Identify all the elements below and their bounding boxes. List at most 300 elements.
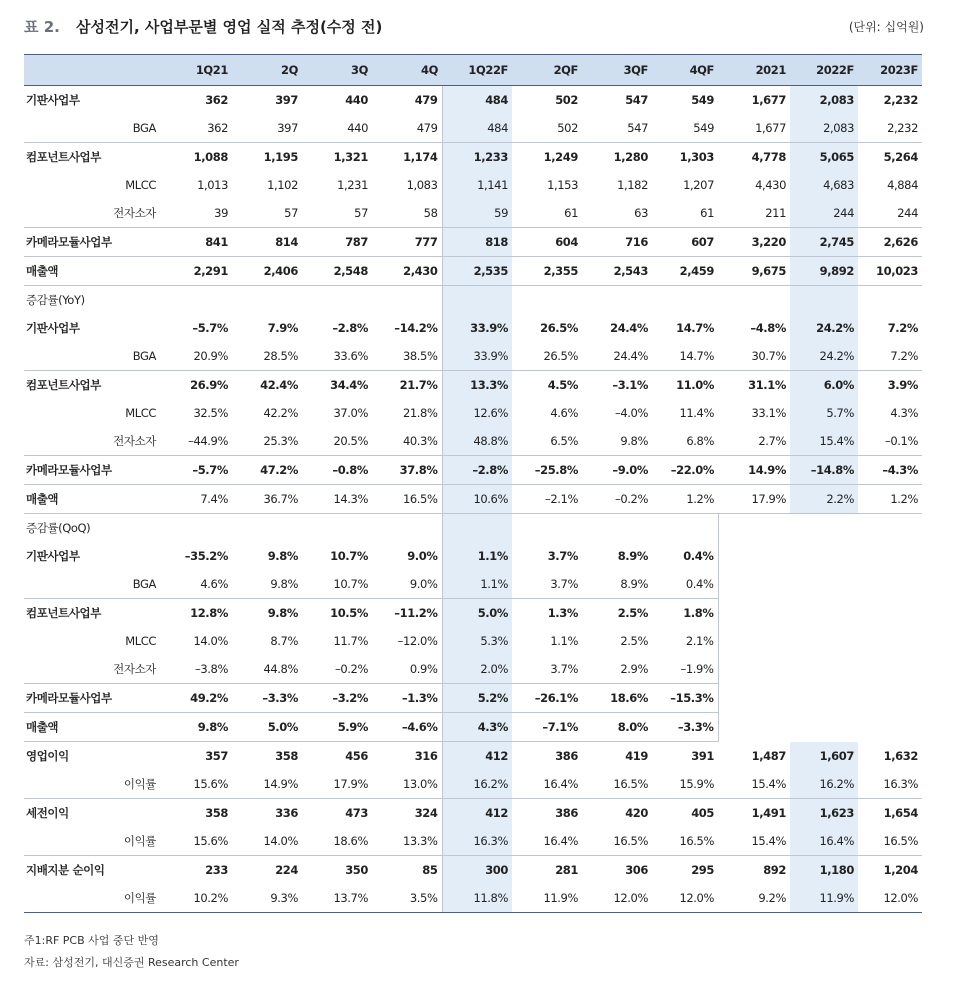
value-cell: 316	[414, 749, 438, 763]
table-row	[24, 228, 922, 257]
row-label: 기판사업부	[26, 549, 80, 563]
value-cell: 7.4%	[162, 485, 232, 514]
value-cell: 8.9%	[617, 549, 648, 563]
value-cell: 456	[345, 749, 368, 763]
value-cell: 4,430	[755, 178, 786, 192]
value-cell	[512, 514, 582, 543]
value-cell: 5.3%	[442, 627, 512, 655]
value-cell: 6.5%	[512, 427, 582, 456]
value-cell: 397	[232, 114, 302, 143]
row-label: 전자소자	[24, 199, 162, 228]
value-cell: 11.0%	[676, 378, 714, 392]
row-label: 이익률	[24, 884, 162, 913]
row-label: 세전이익	[26, 806, 69, 820]
header-col: 2023F	[858, 55, 922, 86]
value-cell: 358	[275, 749, 298, 763]
value-cell: 7.2%	[858, 342, 922, 371]
value-cell: 33.9%	[442, 342, 512, 371]
value-cell: –1.9%	[652, 655, 718, 684]
empty-cell	[858, 570, 922, 599]
value-cell: –5.7%	[192, 321, 228, 335]
value-cell: 1,233	[442, 143, 512, 172]
value-cell: 6.0%	[790, 371, 858, 400]
value-cell: 57	[302, 199, 372, 228]
value-cell: 15.9%	[652, 770, 718, 799]
table-row	[24, 371, 922, 400]
value-cell: 1,180	[790, 856, 858, 885]
value-cell: 1.8%	[683, 606, 714, 620]
value-cell	[652, 514, 718, 543]
table-row	[24, 542, 922, 570]
row-label: 컴포넌트사업부	[26, 150, 101, 164]
value-cell: 15.4%	[718, 770, 790, 799]
value-cell	[512, 286, 582, 315]
value-cell: 5.0%	[442, 599, 512, 628]
value-cell: 1.1%	[442, 570, 512, 599]
value-cell: 211	[718, 199, 790, 228]
row-label: 매출액	[24, 257, 162, 286]
value-cell: 549	[652, 114, 718, 143]
value-cell: 13.0%	[372, 770, 442, 799]
value-cell	[372, 286, 442, 315]
value-cell: 40.3%	[372, 427, 442, 456]
value-cell: 59	[442, 199, 512, 228]
value-cell: 547	[625, 93, 648, 107]
value-cell: 15.4%	[718, 827, 790, 856]
value-cell: 10.7%	[330, 549, 368, 563]
value-cell: 479	[372, 114, 442, 143]
table-row	[24, 514, 922, 543]
value-cell: 16.5%	[372, 485, 442, 514]
value-cell: 2,430	[372, 257, 442, 286]
row-label: 증감률(YoY)	[26, 293, 85, 307]
value-cell: 42.2%	[263, 406, 298, 420]
value-cell: 16.4%	[790, 827, 858, 856]
value-cell: 3,220	[718, 228, 790, 257]
header-col: 2021	[718, 55, 790, 86]
table-row	[24, 485, 922, 514]
value-cell: 4,884	[887, 178, 918, 192]
row-label: 매출액	[24, 713, 162, 742]
value-cell: 2,626	[858, 228, 922, 257]
table-row	[24, 799, 922, 828]
value-cell: 11.4%	[679, 406, 714, 420]
row-label: MLCC	[125, 406, 156, 420]
value-cell: 716	[582, 228, 652, 257]
table-row	[24, 742, 922, 771]
value-cell: 20.5%	[302, 427, 372, 456]
value-cell: 841	[162, 228, 232, 257]
table-row	[24, 655, 922, 684]
value-cell: 14.7%	[676, 321, 714, 335]
value-cell: 33.6%	[302, 342, 372, 371]
value-cell: 358	[205, 806, 228, 820]
value-cell: 281	[555, 863, 578, 877]
value-cell: 324	[414, 806, 438, 820]
empty-cell	[790, 599, 858, 628]
row-label: MLCC	[125, 634, 156, 648]
value-cell: 1,013	[197, 178, 228, 192]
value-cell: 17.9%	[718, 485, 790, 514]
row-label: 카메라모듈사업부	[24, 684, 162, 713]
value-cell: 2,543	[582, 257, 652, 286]
value-cell: 39	[162, 199, 232, 228]
row-label: 이익률	[24, 770, 162, 799]
value-cell: 547	[582, 114, 652, 143]
empty-cell	[790, 713, 858, 742]
value-cell: –12.0%	[397, 634, 438, 648]
value-cell: 7.9%	[267, 321, 298, 335]
value-cell: –2.1%	[512, 485, 582, 514]
value-cell: 28.5%	[232, 342, 302, 371]
table-body	[24, 86, 922, 913]
value-cell: 16.2%	[442, 770, 512, 799]
value-cell: –3.1%	[612, 378, 648, 392]
value-cell: 777	[372, 228, 442, 257]
value-cell: 13.7%	[302, 884, 372, 913]
value-cell: 44.8%	[232, 655, 302, 684]
value-cell: 10.5%	[330, 606, 368, 620]
value-cell: 16.5%	[858, 827, 922, 856]
table-title: 삼성전기, 사업부문별 영업 실적 추정(수정 전)	[76, 18, 383, 36]
value-cell: 26.5%	[512, 342, 582, 371]
table-row	[24, 599, 922, 628]
value-cell: 5.2%	[442, 684, 512, 713]
value-cell: 4.6%	[162, 570, 232, 599]
value-cell: 244	[858, 199, 922, 228]
table-row	[24, 286, 922, 315]
value-cell: –9.0%	[582, 456, 652, 485]
notes	[24, 930, 239, 974]
value-cell: 12.8%	[190, 606, 228, 620]
value-cell	[162, 514, 232, 543]
value-cell: 357	[205, 749, 228, 763]
value-cell: 16.3%	[442, 827, 512, 856]
value-cell: –3.8%	[162, 655, 232, 684]
value-cell: 386	[555, 749, 578, 763]
value-cell: 1,195	[263, 150, 298, 164]
empty-cell	[718, 542, 790, 570]
value-cell: 4.5%	[547, 378, 578, 392]
value-cell: 9,675	[718, 257, 790, 286]
value-cell: 2,548	[302, 257, 372, 286]
empty-cell	[858, 599, 922, 628]
value-cell: 1,654	[883, 806, 918, 820]
value-cell: 1,182	[617, 178, 648, 192]
value-cell: 58	[372, 199, 442, 228]
value-cell	[162, 286, 232, 315]
empty-cell	[790, 684, 858, 713]
value-cell: 1,491	[751, 806, 786, 820]
value-cell: 2,745	[790, 228, 858, 257]
value-cell: 42.4%	[260, 378, 298, 392]
value-cell: –44.9%	[162, 427, 232, 456]
value-cell: 12.0%	[652, 884, 718, 913]
value-cell: 244	[790, 199, 858, 228]
header-col: 2022F	[790, 55, 858, 86]
value-cell: 57	[232, 199, 302, 228]
value-cell: 2,083	[790, 114, 858, 143]
value-cell: 2,291	[162, 257, 232, 286]
empty-cell	[790, 514, 858, 543]
value-cell: 2.1%	[685, 634, 714, 648]
value-cell: 787	[302, 228, 372, 257]
value-cell: –14.2%	[394, 321, 438, 335]
value-cell	[718, 286, 790, 315]
value-cell: 61	[652, 199, 718, 228]
value-cell: 1,141	[442, 171, 512, 199]
value-cell: 362	[162, 114, 232, 143]
row-label: 영업이익	[26, 749, 69, 763]
value-cell: 20.9%	[162, 342, 232, 371]
value-cell: 9,892	[790, 257, 858, 286]
value-cell: –22.0%	[652, 456, 718, 485]
row-label: 이익률	[24, 827, 162, 856]
value-cell: –2.8%	[442, 456, 512, 485]
unit-label: (단위: 십억원)	[848, 20, 924, 34]
value-cell: 0.9%	[372, 655, 442, 684]
value-cell: 16.5%	[582, 827, 652, 856]
value-cell: 9.0%	[372, 570, 442, 599]
value-cell: 336	[275, 806, 298, 820]
empty-cell	[718, 599, 790, 628]
value-cell: 2.0%	[442, 655, 512, 684]
value-cell: 362	[205, 93, 228, 107]
value-cell: 1,153	[547, 178, 578, 192]
value-cell: –0.1%	[858, 427, 922, 456]
value-cell: 37.8%	[372, 456, 442, 485]
table-row	[24, 570, 922, 599]
value-cell: 473	[345, 806, 368, 820]
table-row	[24, 827, 922, 856]
value-cell: 295	[691, 863, 714, 877]
value-cell: 63	[582, 199, 652, 228]
row-label: BGA	[24, 570, 162, 599]
value-cell: 419	[625, 749, 648, 763]
value-cell: –4.3%	[858, 456, 922, 485]
value-cell: 892	[763, 863, 786, 877]
value-cell: 9.8%	[267, 549, 298, 563]
table-row	[24, 342, 922, 371]
value-cell: 1.1%	[550, 634, 578, 648]
value-cell: 14.9%	[718, 456, 790, 485]
value-cell: 2.2%	[790, 485, 858, 514]
value-cell: 5.7%	[790, 399, 858, 427]
value-cell: 2.7%	[718, 427, 790, 456]
value-cell: 1,207	[683, 178, 714, 192]
value-cell	[790, 286, 858, 315]
value-cell: 2,459	[652, 257, 718, 286]
empty-cell	[790, 570, 858, 599]
value-cell	[442, 286, 512, 315]
table-row	[24, 86, 922, 115]
value-cell: 14.0%	[232, 827, 302, 856]
value-cell: 0.4%	[652, 570, 718, 599]
value-cell: –4.8%	[750, 321, 786, 335]
value-cell: 386	[555, 806, 578, 820]
value-cell: 24.4%	[582, 342, 652, 371]
value-cell: –4.0%	[615, 406, 648, 420]
value-cell: 3.7%	[547, 549, 578, 563]
value-cell: 502	[555, 93, 578, 107]
value-cell: 1,231	[337, 178, 368, 192]
value-cell: 33.1%	[751, 406, 786, 420]
value-cell: –0.2%	[302, 655, 372, 684]
value-cell	[442, 514, 512, 543]
value-cell: –1.3%	[372, 684, 442, 713]
table-number: 표 2.	[24, 18, 60, 36]
value-cell: 1,677	[718, 114, 790, 143]
empty-cell	[858, 713, 922, 742]
value-cell	[858, 286, 922, 315]
value-cell: 9.8%	[162, 713, 232, 742]
value-cell: 11.9%	[512, 884, 582, 913]
value-cell: 32.5%	[193, 406, 228, 420]
table-row	[24, 456, 922, 485]
value-cell: 484	[442, 114, 512, 143]
row-label: 컴포넌트사업부	[26, 606, 101, 620]
value-cell: 85	[422, 863, 438, 877]
table-row	[24, 713, 922, 742]
empty-cell	[858, 655, 922, 684]
value-cell: 440	[302, 114, 372, 143]
value-cell	[582, 286, 652, 315]
value-cell: 15.6%	[162, 770, 232, 799]
value-cell: 25.3%	[232, 427, 302, 456]
value-cell: 38.5%	[372, 342, 442, 371]
header-label-cell	[24, 55, 162, 86]
row-label: 기판사업부	[26, 321, 80, 335]
header-col: 1Q22F	[442, 55, 512, 86]
value-cell: 1.1%	[442, 542, 512, 570]
table-row	[24, 257, 922, 286]
value-cell: –7.1%	[512, 713, 582, 742]
value-cell: 484	[442, 86, 512, 115]
value-cell: 5.0%	[232, 713, 302, 742]
value-cell: 350	[345, 863, 368, 877]
value-cell: 8.0%	[582, 713, 652, 742]
value-cell: 18.6%	[582, 684, 652, 713]
value-cell: 397	[275, 93, 298, 107]
value-cell: 24.2%	[790, 314, 858, 342]
value-cell: 16.5%	[652, 827, 718, 856]
value-cell: 16.2%	[790, 770, 858, 799]
table-row	[24, 199, 922, 228]
empty-cell	[718, 655, 790, 684]
row-label: BGA	[24, 114, 162, 143]
empty-cell	[718, 570, 790, 599]
row-label: 전자소자	[24, 655, 162, 684]
header-col: 3Q	[302, 55, 372, 86]
value-cell: 440	[345, 93, 368, 107]
value-cell: 2.5%	[617, 606, 648, 620]
value-cell	[582, 514, 652, 543]
value-cell: 6.8%	[652, 427, 718, 456]
value-cell: 49.2%	[162, 684, 232, 713]
value-cell: 5,065	[790, 143, 858, 172]
value-cell: –26.1%	[512, 684, 582, 713]
value-cell	[652, 286, 718, 315]
empty-cell	[858, 684, 922, 713]
value-cell: 3.9%	[887, 378, 918, 392]
title-row	[24, 12, 924, 42]
row-label: 카메라모듈사업부	[24, 228, 162, 257]
empty-cell	[718, 684, 790, 713]
row-label: 기판사업부	[26, 93, 80, 107]
value-cell: 1,303	[679, 150, 714, 164]
header-col: 4Q	[372, 55, 442, 86]
header-row	[24, 55, 922, 86]
value-cell: 10.2%	[162, 884, 232, 913]
value-cell	[372, 514, 442, 543]
value-cell: –5.7%	[162, 456, 232, 485]
value-cell: 18.6%	[302, 827, 372, 856]
value-cell: 24.2%	[790, 342, 858, 371]
value-cell: 34.4%	[330, 378, 368, 392]
value-cell: 14.0%	[193, 634, 228, 648]
value-cell	[302, 514, 372, 543]
value-cell: 12.0%	[858, 884, 922, 913]
value-cell: 14.9%	[232, 770, 302, 799]
value-cell: 21.7%	[399, 378, 438, 392]
value-cell: 549	[691, 93, 714, 107]
empty-cell	[718, 514, 790, 543]
value-cell: 300	[442, 856, 512, 885]
value-cell: 1,174	[403, 150, 438, 164]
value-cell: –2.8%	[332, 321, 368, 335]
table-row	[24, 399, 922, 427]
value-cell: 3.7%	[512, 655, 582, 684]
value-cell: 10.6%	[442, 485, 512, 514]
header-col: 1Q21	[162, 55, 232, 86]
value-cell: 9.2%	[718, 884, 790, 913]
value-cell	[302, 286, 372, 315]
empty-cell	[718, 627, 790, 655]
value-cell: 11.8%	[442, 884, 512, 913]
value-cell: 14.3%	[302, 485, 372, 514]
value-cell: 15.4%	[790, 427, 858, 456]
row-label: MLCC	[125, 178, 156, 192]
value-cell: 15.6%	[162, 827, 232, 856]
value-cell: 1,607	[790, 742, 858, 771]
value-cell: 4.3%	[442, 713, 512, 742]
value-cell: 412	[442, 742, 512, 771]
table-row	[24, 114, 922, 143]
row-label: 전자소자	[24, 427, 162, 456]
value-cell: 9.8%	[267, 606, 298, 620]
value-cell: –15.3%	[652, 684, 718, 713]
value-cell: 2,232	[858, 114, 922, 143]
value-cell: 502	[512, 114, 582, 143]
empty-cell	[790, 542, 858, 570]
value-cell: 47.2%	[232, 456, 302, 485]
value-cell: 1,677	[751, 93, 786, 107]
value-cell: 10,023	[858, 257, 922, 286]
value-cell: 391	[691, 749, 714, 763]
value-cell: 1,487	[751, 748, 786, 763]
value-cell: 1.3%	[547, 606, 578, 620]
value-cell: 405	[691, 806, 714, 820]
table-row	[24, 770, 922, 799]
value-cell: 1,623	[790, 799, 858, 828]
value-cell: 1,102	[267, 178, 298, 192]
value-cell: –3.3%	[652, 713, 718, 742]
value-cell: 1,249	[543, 150, 578, 164]
value-cell: 1,083	[406, 178, 438, 192]
value-cell: –14.8%	[790, 456, 858, 485]
row-label: 매출액	[24, 485, 162, 514]
value-cell: 13.3%	[372, 827, 442, 856]
